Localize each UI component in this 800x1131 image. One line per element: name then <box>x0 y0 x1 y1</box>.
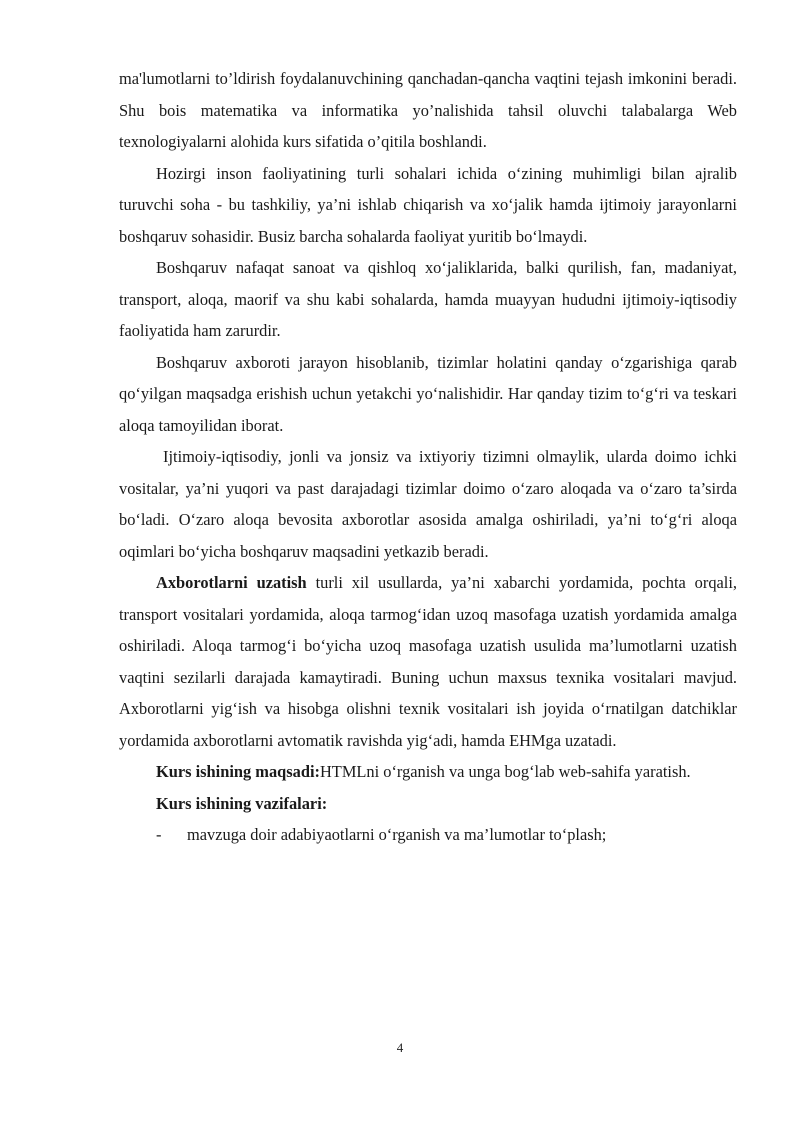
paragraph-4: Boshqaruv axboroti jarayon hisoblanib, tizimlar holatini qanday o‘zgarishiga qarab qo‘yilgan maqsadga erishish uchun yetakchi yo‘nalishidir. Har qanday tizim to‘g‘ri va teskari aloqa tamoyilidan iborat. <box>119 352 737 435</box>
paragraph-6-text: turli xil usullarda, ya’ni xabarchi yordamida, pochta orqali, transport vositalari yordamida, aloqa tarmog‘idan uzoq masofaga uzatish yordamida amalga oshiriladi. Aloqa tarmog‘i bo‘yicha uzoq masofaga uzatish usulida ma’lumotlarni uzatish vaqtini sezilarli darajada kamaytiradi. Buning uchun maxsus texnika vositalari mavjud. Axborotlarni yig‘ish va hisobga olishni texnik vositalari ish joyida o‘rnatilgan datchiklar yordamida axborotlarni avtomatik ravishda yig‘adi, hamda EHMga uzatadi. <box>119 573 738 750</box>
paragraph-6-bold: Axborotlarni uzatish <box>156 573 307 592</box>
paragraph-3: Boshqaruv nafaqat sanoat va qishloq xo‘jaliklarida, balki qurilish, fan, madaniyat, transport, aloqa, maorif va shu kabi sohalarda, hamda muayyan hududni ijtimoiy-iqtisodiy faoliyatida ham zarurdir. <box>119 258 737 340</box>
paragraph-8-bold: Kurs ishining vazifalari: <box>156 793 328 813</box>
list-item-text: mavzuga doir adabiyaotlarni o‘rganish va ma’lumotlar to‘plash; <box>187 825 607 844</box>
paragraph-2: Hozirgi inson faoliyatining turli sohalari ichida o‘zining muhimligi bilan ajralib turuvchi soha - bu tashkiliy, ya’ni ishlab chiqarish va xo‘jalik hamda ijtimoiy jarayonlarni boshqaruv sohasidir. Busiz barcha sohalarda faoliyat yuritib bo‘lmaydi. <box>119 163 737 246</box>
paragraph-5: Ijtimoiy-iqtisodiy, jonli va jonsiz va ixtiyoriy tizimni olmaylik, ularda doimo ichki vositalar, ya’ni yuqori va past darajadagi tizimlar doimo o‘zaro aloqada va o‘zaro ta’sirda bo‘ladi. O‘zaro aloqa bevosita axborotlar asosida amalga oshiriladi, ya’ni to‘g‘ri aloqa oqimlari bo‘yicha boshqaruv maqsadini yetkazib beradi. <box>119 447 737 561</box>
page-number: 4 <box>396 1040 404 1055</box>
paragraph-7 <box>119 756 737 788</box>
list-item <box>119 819 737 851</box>
paragraph-7-text: HTMLni o‘rganish va unga bog‘lab web-sahifa yaratish. <box>319 762 691 781</box>
paragraph-7-bold: Kurs ishining maqsadi: <box>156 762 320 781</box>
paragraph-1: ma'lumotlarni to’ldirish foydalanuvchining qanchadan-qancha vaqtini tejash imkonini beradi. Shu bois matematika va informatika yo’nalishida tahsil oluvchi talabalarga Web texnologiyalarni alohida kurs sifatida o’qitila boshlandi. <box>119 69 737 151</box>
paragraph-6 <box>119 567 737 756</box>
paragraph-8 <box>119 788 737 820</box>
list-dash: - <box>156 825 162 844</box>
page-content <box>119 63 737 851</box>
